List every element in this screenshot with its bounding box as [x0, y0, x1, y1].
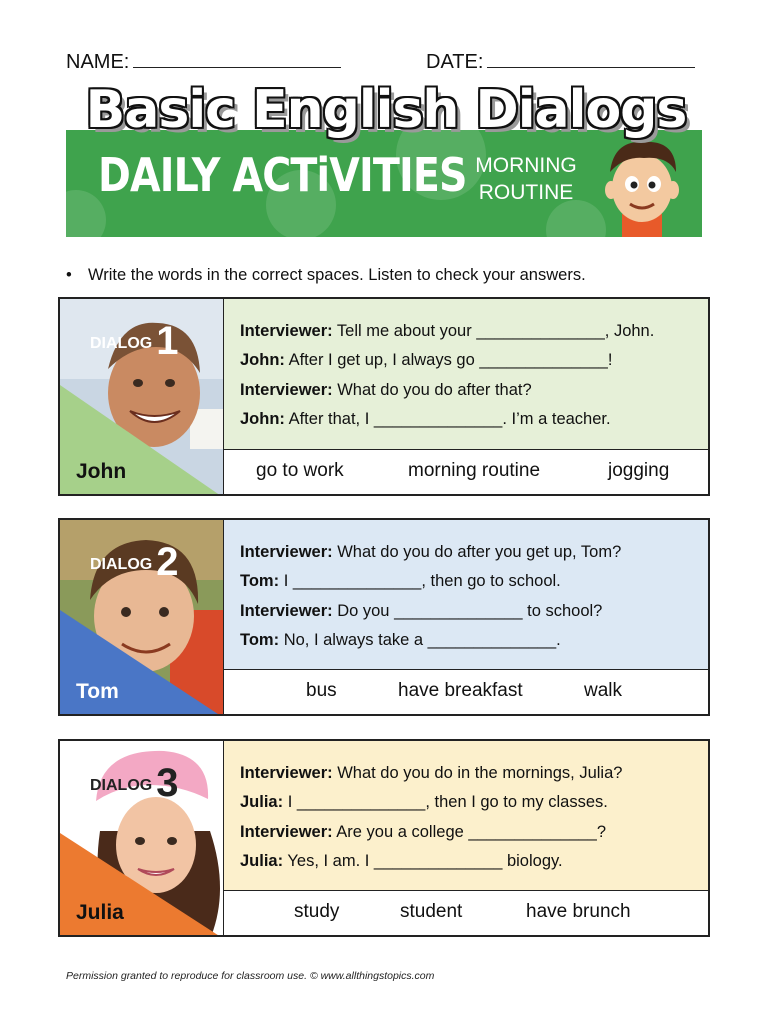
- dialog-label-text: DIALOG: [90, 777, 153, 794]
- speaker: Interviewer:: [240, 543, 333, 561]
- speaker: Julia:: [240, 851, 284, 870]
- speaker: Julia:: [240, 793, 284, 812]
- dialog-number: 2: [156, 540, 179, 584]
- dialog-text-area: [224, 741, 708, 891]
- word-bank-item: walk: [584, 680, 623, 701]
- footer-permission: Permission granted to reproduce for classroom use. © www.allthingstopics.com: [66, 970, 435, 982]
- speaker: Tom:: [240, 630, 280, 649]
- line-text: What do you do after that?: [332, 380, 532, 399]
- line-text: Do you ______________ to school?: [332, 601, 603, 620]
- line-text: I ______________, then go to school.: [279, 572, 561, 591]
- line-text: Yes, I am. I ______________ biology.: [283, 851, 563, 870]
- word-bank-item: bus: [306, 680, 337, 701]
- word-bank: [224, 448, 708, 494]
- word-bank-item: have brunch: [526, 901, 631, 922]
- line-text: What do you do in the mornings, Julia?: [332, 764, 623, 782]
- line-text: What do you do after you get up, Tom?: [332, 543, 622, 561]
- speaker: Interviewer:: [240, 764, 333, 782]
- date-line[interactable]: [487, 50, 695, 68]
- dialog-number: 3: [156, 761, 179, 805]
- dialog-line: [240, 759, 708, 788]
- line-text: No, I always take a ______________.: [279, 630, 561, 649]
- date-field[interactable]: [426, 50, 695, 74]
- banner-subtitle: [466, 152, 586, 206]
- banner-subtitle-line2: ROUTINE: [478, 181, 574, 204]
- name-tag: Tom: [76, 680, 119, 703]
- dialog-line: [240, 538, 708, 567]
- dialog-label: [90, 761, 178, 806]
- banner: [66, 130, 702, 237]
- word-bank-item: morning routine: [408, 460, 541, 481]
- page-title: Basic English Dialogs: [85, 80, 687, 140]
- line-text: After that, I ______________. I’m a teacher.: [284, 409, 611, 428]
- dialog-label: [90, 540, 178, 585]
- speaker: John:: [240, 351, 285, 370]
- name-tag: John: [76, 460, 127, 483]
- speaker: Interviewer:: [240, 380, 333, 399]
- speaker: Interviewer:: [240, 322, 333, 340]
- dialog-line: [240, 405, 708, 434]
- dialog-line: [240, 818, 708, 847]
- bullet-icon: •: [66, 266, 72, 284]
- dialog-1: [58, 297, 710, 496]
- dialog-line: [240, 626, 708, 655]
- dialog-line: [240, 346, 708, 375]
- word-bank: [224, 668, 708, 714]
- photo-tom: [60, 520, 224, 714]
- name-field[interactable]: [66, 50, 341, 74]
- dialog-line: [240, 847, 708, 876]
- word-bank-item: student: [400, 901, 463, 922]
- word-bank-item: study: [294, 901, 340, 922]
- instruction: [66, 266, 586, 285]
- dialog-line: [240, 597, 708, 626]
- dialog-label-text: DIALOG: [90, 556, 153, 573]
- name-line[interactable]: [133, 50, 341, 68]
- word-bank-item: go to work: [256, 460, 344, 481]
- dialog-2: [58, 518, 710, 716]
- cartoon-boy-icon: [594, 132, 690, 237]
- dialog-line: [240, 376, 708, 405]
- line-text: Tell me about your ______________, John.: [332, 322, 655, 340]
- word-bank-item: have breakfast: [398, 680, 523, 701]
- name-label: NAME:: [66, 51, 130, 73]
- speaker: Tom:: [240, 572, 280, 591]
- dialog-line: [240, 317, 708, 346]
- instruction-text: Write the words in the correct spaces. Listen to check your answers.: [88, 266, 586, 284]
- speaker: Interviewer:: [240, 822, 333, 841]
- dialog-label-text: DIALOG: [90, 335, 153, 352]
- line-text: After I get up, I always go ______________!: [284, 351, 613, 370]
- word-bank-item: jogging: [608, 460, 670, 481]
- dialog-line: [240, 567, 708, 596]
- dialog-number: 1: [156, 319, 179, 363]
- line-text: I ______________, then I go to my classes.: [283, 793, 608, 812]
- dialog-text-area: [224, 520, 708, 670]
- date-label: DATE:: [426, 51, 484, 73]
- banner-subtitle-line1: MORNING: [475, 154, 577, 177]
- dialog-text-area: [224, 299, 708, 450]
- word-bank: [224, 889, 708, 935]
- photo-john: [60, 299, 224, 494]
- line-text: Are you a college ______________?: [332, 822, 607, 841]
- name-tag: Julia: [76, 901, 124, 924]
- banner-title: DAILY ACTiVITIES: [98, 148, 467, 202]
- dialog-label: [90, 319, 178, 364]
- speaker: Interviewer:: [240, 601, 333, 620]
- dialog-3: [58, 739, 710, 937]
- dialog-line: [240, 788, 708, 817]
- header-fields: [66, 50, 706, 76]
- speaker: John:: [240, 409, 285, 428]
- photo-julia: [60, 741, 224, 935]
